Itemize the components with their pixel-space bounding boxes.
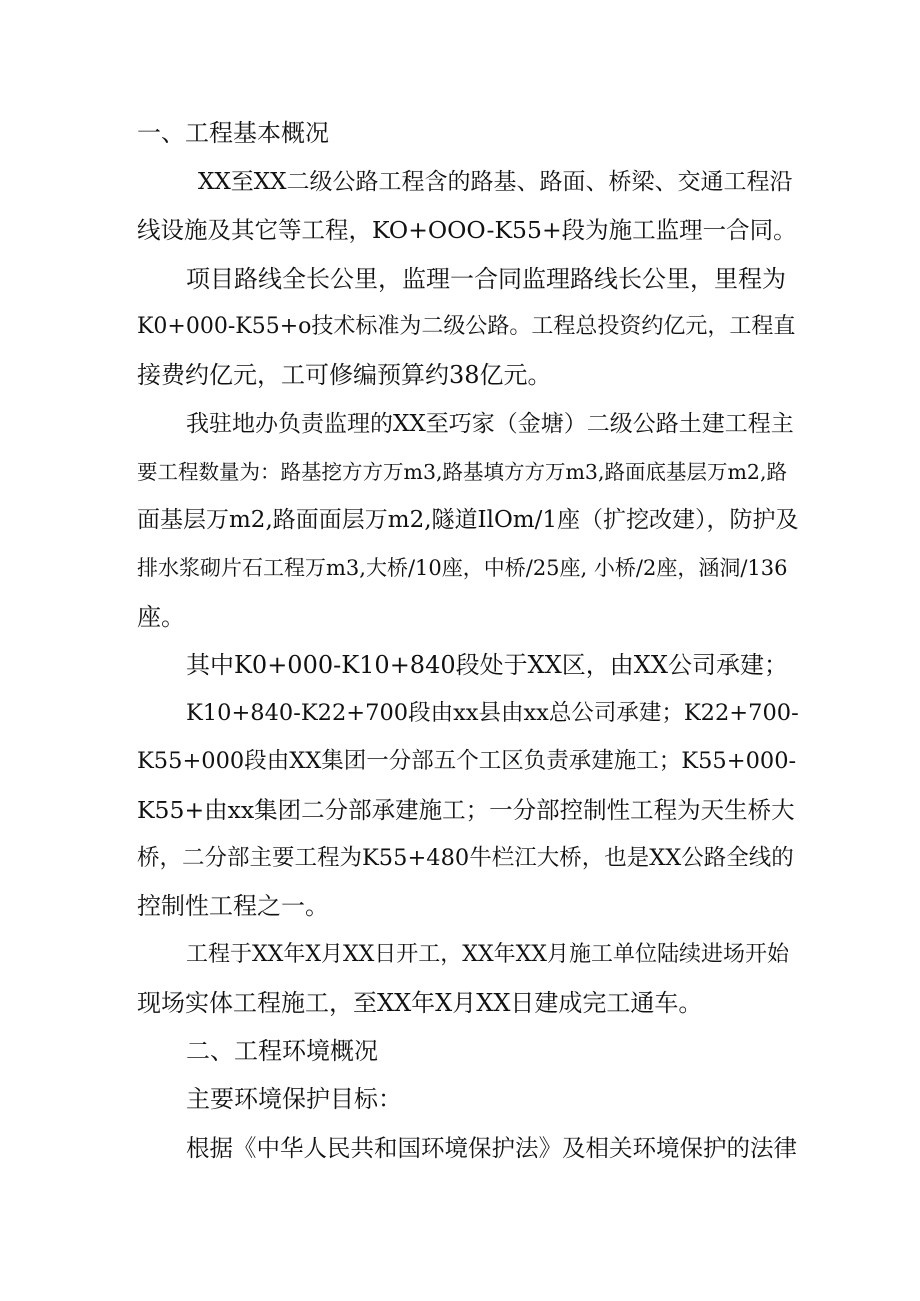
paragraph-line: K0+000-K55+o技术标准为二级公路。工程总投资约亿元，工程直 (137, 314, 796, 339)
paragraph-line: 项目路线全长公里，监理一合同监理路线长公里，里程为 (186, 265, 786, 293)
paragraph-line: 其中K0+000-K10+840段处于XX区，由XX公司承建； (186, 651, 788, 679)
paragraph-line: 现场实体工程施工，至XX年X月XX日建成完工通车。 (137, 989, 703, 1017)
paragraph-line: 排水浆砌片石工程万m3,大桥/10座，中桥/25座, 小桥/2座，涵洞/136 (137, 556, 788, 580)
paragraph-line: K55+由xx集团二分部承建施工；一分部控制性工程为天生桥大 (137, 796, 795, 824)
paragraph-line: 面基层万m2,路面面层万m2,隧道IlOm/1座（扩挖改建），防护及 (137, 507, 799, 533)
paragraph-line: XX至XX二级公路工程含的路基、路面、桥梁、交通工程沿 (198, 169, 793, 195)
paragraph-line: 线设施及其它等工程，KO+OOO-K55+段为施工监理一合同。 (137, 216, 797, 244)
paragraph-line: 主要环境保护目标： (186, 1085, 402, 1113)
paragraph-line: 根据《中华人民共和国环境保护法》及相关环境保护的法律 (186, 1134, 797, 1162)
section-heading-1: 一、工程基本概况 (137, 119, 329, 147)
section-heading-2: 二、工程环境概况 (186, 1037, 378, 1065)
paragraph-line: 座。 (137, 603, 185, 631)
paragraph-line: 我驻地办负责监理的XX至巧家（金塘）二级公路土建工程主 (186, 411, 794, 437)
paragraph-line: K10+840-K22+700段由xx县由xx总公司承建；K22+700- (186, 700, 799, 726)
paragraph-line: K55+000段由XX集团一分部五个工区负责承建施工；K55+000- (137, 748, 797, 774)
paragraph-line: 要工程数量为：路基挖方方万m3,路基填方方万m3,路面底基层万m2,路 (137, 460, 787, 484)
paragraph-line: 桥，二分部主要工程为K55+480牛栏江大桥，也是XX公路全线的 (137, 845, 794, 871)
paragraph-line: 工程于XX年X月XX日开工，XX年XX月施工单位陆续进场开始 (186, 942, 789, 967)
paragraph-line: 控制性工程之一。 (137, 892, 329, 920)
paragraph-line: 接费约亿元，工可修编预算约38亿元。 (137, 361, 552, 389)
